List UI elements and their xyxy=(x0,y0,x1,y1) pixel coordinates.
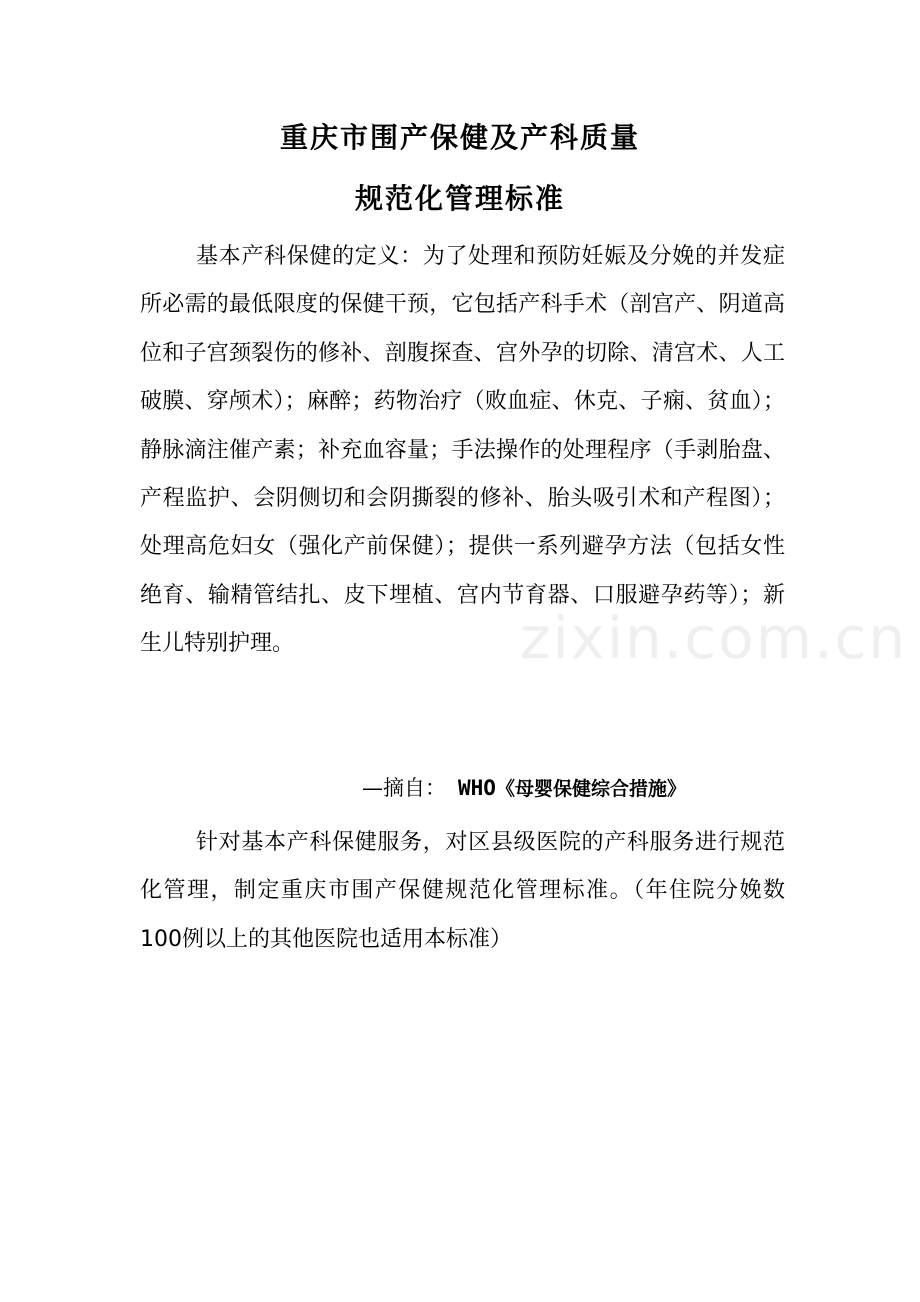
document-title-line-2: 规范化管理标准 xyxy=(354,182,565,215)
scope-paragraph: 针对基本产科保健服务，对区县级医院的产科服务进行规范化管理，制定重庆市围产保健规范化管理标准。（年住院分娩数100例以上的其他医院也适用本标准） xyxy=(140,830,785,952)
citation-book-title: 《母婴保健综合措施》 xyxy=(495,778,686,800)
definition-paragraph: 基本产科保健的定义：为了处理和预防妊娠及分娩的并发症所必需的最低限度的保健干预，它包括产科手术（剖宫产、阴道高位和子宫颈裂伤的修补、剖腹探查、宫外孕的切除、清宫术、人工破膜、穿颅术）；麻醉；药物治疗（败血症、休克、子痫、贫血）；静脉滴注催产素；补充血容量；手法操作的处理程序（手剥胎盘、产程监护、会阴侧切和会阴撕裂的修补、胎头吸引术和产程图）；处理高危妇女（强化产前保健）；提供一系列避孕方法（包括女性绝育、输精管结扎、皮下埋植、宫内节育器、口服避孕药等）；新生儿特别护理。 xyxy=(140,244,785,657)
citation-prefix: —摘自： xyxy=(362,776,446,800)
watermark-text: zixin.com.cn xyxy=(520,604,908,672)
citation-line xyxy=(362,770,686,807)
citation-source: WHO xyxy=(458,776,496,800)
document-title-line-1: 重庆市围产保健及产科质量 xyxy=(279,121,640,154)
